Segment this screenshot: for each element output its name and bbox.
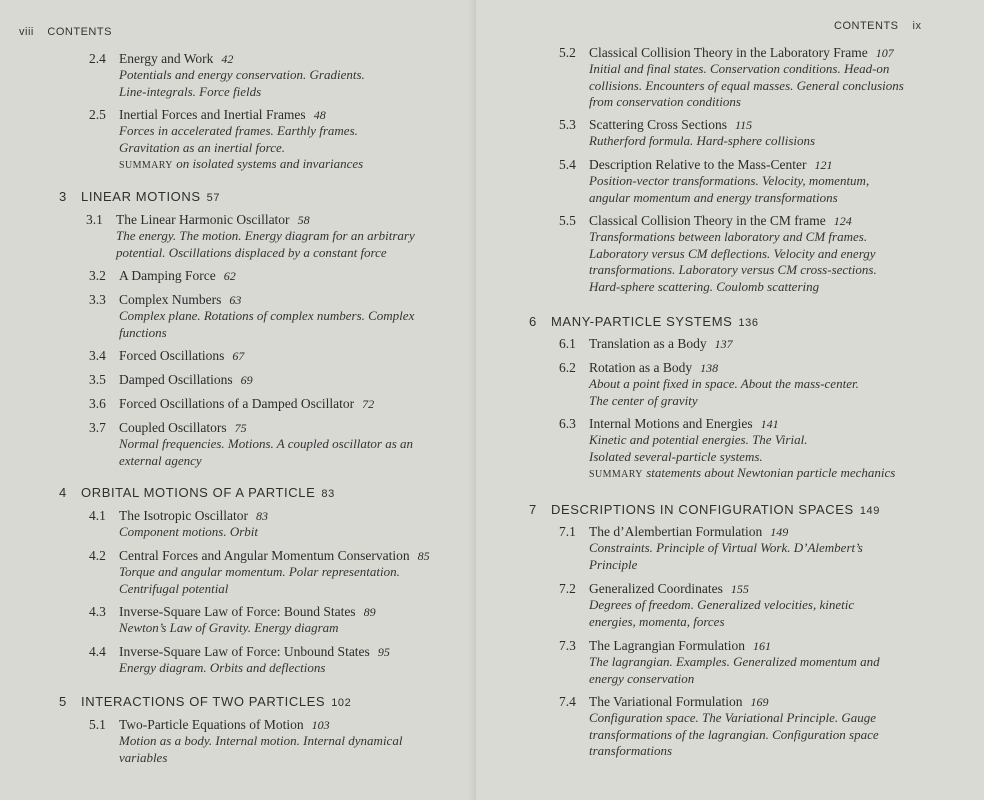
left-page [0, 0, 476, 800]
toc-section-5-5: 5.5 Classical Collision Theory in the CM frame 124 Transformations between laboratory and CM frames. Laboratory versus CM deflections. Velocity and energy transformations. Laboratory versus CM cross-sections. Hard-sphere scattering. Coulomb scattering [559, 213, 877, 294]
toc-section-6-2: 6.2 Rotation as a Body 138 About a point fixed in space. About the mass-center. The center of gravity [559, 360, 859, 408]
toc-chapter-4: 4 ORBITAL MOTIONS OF A PARTICLE 83 [59, 485, 335, 500]
toc-section-5-2: 5.2 Classical Collision Theory in the Laboratory Frame 107 Initial and final states. Conservation conditions. Head-on collisions. Encounters of equal masses. General conclusions from conservation conditions [559, 45, 904, 109]
toc-section-7-3: 7.3 The Lagrangian Formulation 161 The lagrangian. Examples. Generalized momentum and energy conservation [559, 638, 880, 686]
right-running-title: CONTENTS [834, 20, 899, 32]
toc-section-6-1: 6.1 Translation as a Body 137 [559, 336, 733, 351]
summary-line: SUMMARY on isolated systems and invariances [119, 156, 364, 171]
toc-section-3-7: 3.7 Coupled Oscillators 75 Normal frequencies. Motions. A coupled oscillator as an external agency [89, 420, 414, 468]
toc-section-3-1: 3.1 The Linear Harmonic Oscillator 58 The energy. The motion. Energy diagram for an arbitrary potential. Oscillations displaced by a constant force [86, 212, 415, 260]
toc-section-3-6: 3.6 Forced Oscillations of a Damped Oscillator 72 [89, 396, 375, 411]
toc-section-5-3: 5.3 Scattering Cross Sections 115 Rutherford formula. Hard-sphere collisions [559, 117, 816, 148]
toc-chapter-3: 3 LINEAR MOTIONS 57 [59, 189, 221, 204]
toc-section-7-4: 7.4 The Variational Formulation 169 Configuration space. The Variational Principle. Gauge transformations of the lagrangian. Configuration space transformations [559, 694, 879, 758]
toc-section-5-1: 5.1 Two-Particle Equations of Motion 103 Motion as a body. Internal motion. Internal dynamical variables [89, 717, 403, 765]
toc-section-4-1: 4.1 The Isotropic Oscillator 83 Component motions. Orbit [89, 508, 268, 539]
toc-section-7-1: 7.1 The d’Alembertian Formulation 149 Constraints. Principle of Virtual Work. D’Alembert’s Principle [559, 524, 863, 572]
toc-section-3-5: 3.5 Damped Oscillations 69 [89, 372, 253, 387]
right-running-head [834, 20, 921, 32]
right-page [476, 0, 984, 800]
toc-section-2-4: 2.4 Energy and Work 42 Potentials and energy conservation. Gradients. Line-integrals. Force fields [89, 51, 365, 99]
toc-section-4-4: 4.4 Inverse-Square Law of Force: Unbound States 95 Energy diagram. Orbits and deflections [89, 644, 390, 675]
toc-section-6-3: 6.3 Internal Motions and Energies 141 Kinetic and potential energies. The Virial. Isolated several-particle systems. SUMMARY statements about Newtonian particle mechanics [559, 416, 895, 484]
toc-chapter-5: 5 INTERACTIONS OF TWO PARTICLES 102 [59, 694, 352, 709]
toc-section-3-2: 3.2 A Damping Force 62 [89, 268, 236, 283]
right-page-number: ix [912, 20, 922, 32]
summary-line: SUMMARY statements about Newtonian particle mechanics [589, 465, 896, 480]
toc-section-4-2: 4.2 Central Forces and Angular Momentum Conservation 85 Torque and angular momentum. Polar representation. Centrifugal potential [89, 548, 430, 596]
toc-section-2-5: 2.5 Inertial Forces and Inertial Frames 48 Forces in accelerated frames. Earthly frames. Gravitation as an inertial force. SUMMARY on isolated systems and invariances [89, 107, 363, 175]
toc-section-5-4: 5.4 Description Relative to the Mass-Center 121 Position-vector transformations. Velocity, momentum, angular momentum and energy transformations [559, 157, 870, 205]
toc-section-3-4: 3.4 Forced Oscillations 67 [89, 348, 245, 363]
left-running-head [19, 26, 112, 38]
toc-section-3-3: 3.3 Complex Numbers 63 Complex plane. Rotations of complex numbers. Complex functions [89, 292, 415, 340]
toc-section-4-3: 4.3 Inverse-Square Law of Force: Bound States 89 Newton’s Law of Gravity. Energy diagram [89, 604, 376, 635]
toc-section-7-2: 7.2 Generalized Coordinates 155 Degrees of freedom. Generalized velocities, kinetic energies, momenta, forces [559, 581, 855, 629]
left-page-number: viii [19, 26, 34, 38]
toc-chapter-6: 6 MANY-PARTICLE SYSTEMS 136 [529, 314, 759, 329]
left-running-title: CONTENTS [47, 26, 112, 38]
toc-chapter-7: 7 DESCRIPTIONS IN CONFIGURATION SPACES 149 [529, 502, 880, 517]
